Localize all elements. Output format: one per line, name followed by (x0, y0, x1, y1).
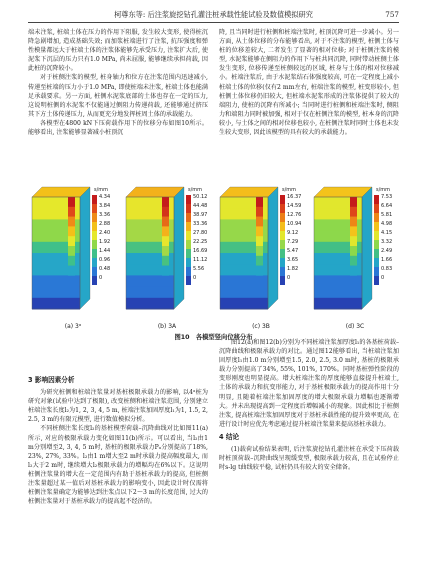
legend-swatch (280, 276, 285, 285)
legend-value: 0 (99, 275, 103, 281)
legend-swatch (92, 231, 97, 240)
legend-swatch (186, 276, 191, 285)
paragraph: 对于桩侧注浆的模型, 桩身轴力和位方在注浆范围内迅速减小, 传递至桩端的压力小于1.0 MPa, 即使桩端未注浆, 桩端土体也能满足承载要求。另一方面, 桩侧水泥浆底部的土体也存在一定的压力, 这说明桩侧的水泥浆不仅能通过侧阻力传递荷载, 还能够通过挤压其下方土体传递压力, 从而更充分地发挥桩周土体的承载能力。 (28, 74, 208, 118)
legend-unit: s/mm (188, 187, 203, 193)
pile-segment (162, 217, 169, 227)
soil-band (220, 287, 268, 299)
legend-value: 22.25 (193, 239, 208, 245)
pile-segment (68, 217, 75, 227)
paragraph: (1)载荷试验结果表明, 后注浆旋挖钻孔灌注桩在承受下压荷载时桩顶荷载–沉降曲线呈现缓变型, 极限承载力较高, 且在试验停止时s-lg t曲线较平稳, 试桩仍具有较大的安全储备。 (219, 446, 399, 472)
legend-swatch (186, 267, 191, 276)
pile-segment (162, 256, 169, 266)
legend-swatch (186, 213, 191, 222)
legend-value: 0.96 (99, 257, 111, 263)
pile-segment (256, 266, 263, 276)
pile-segment (350, 207, 357, 217)
legend-value: 1.66 (381, 257, 393, 263)
legend-value: 6.64 (381, 203, 393, 209)
legend-value: 38.97 (193, 212, 208, 218)
pile-segment (350, 197, 357, 207)
legend-swatch (186, 195, 191, 204)
soil-band (314, 298, 362, 310)
pile (350, 197, 357, 276)
legend-value: 1.92 (99, 239, 111, 245)
soil-band (314, 275, 362, 287)
color-legend (374, 187, 392, 285)
legend-value: 5.56 (193, 266, 205, 272)
paragraph: 端未注浆, 桩端土体在压力的作用下阻服, 发生较大变形, 使得桩沉降急剧增加, 造成基础失效; 而加浆桩端进行了注浆, 抗压强度和弹性模量都远大于桩端土体的注浆体能够先承受压力, 注浆扩大后, 使泥浆下沉层的压力只有1.0 MPa, 尚未屈服, 能够继续承担荷载, 因此桩的沉降较小。 (28, 29, 208, 73)
legend-value: 7.53 (381, 194, 393, 200)
panel-label: (c) 3B (252, 323, 270, 330)
legend-value: 4.15 (381, 230, 393, 236)
legend-swatch (186, 249, 191, 258)
color-legend (280, 187, 301, 285)
paragraph: 图12(a)和图12(b)分别为不同桩端注浆加厚度l₁的各基桩荷载–沉降曲线和极限承载力的对比。通过图12能够看出, 当桩端注浆加固厚度l₁由1.0 m分别增至1.5, 2.0, 2.5, 3.0 m时, 基桩的极限承载力分别提高了34%, 55%, 101%, 170%。同时基桩弹性阶段的变形刚度也明显提高。增大桩端注浆的厚度能够直接提升桩端土, 土体的承载力和抗变形能力, 对于基桩极限承载力的提高作用十分明显, 且随着桩端注浆加固厚度的增大极限承载力增幅也逐渐增大。并未出现提高到一定程度后增幅减小的现象。因此相比于桩侧注浆, 提高桩端注浆加固厚度对于基桩承载性能的提升效率更高, 在进行设计时应优先考虑通过提升桩端注浆量来提高基桩承载力。 (219, 339, 399, 428)
legend-value: 11.12 (193, 257, 208, 263)
legend-value: 1.44 (99, 248, 111, 254)
legend-swatch (92, 204, 97, 213)
pile-segment (350, 236, 357, 246)
pile-segment (68, 246, 75, 256)
legend-swatch (186, 204, 191, 213)
legend-value: 5.81 (381, 212, 393, 218)
pile-segment (350, 246, 357, 256)
side-face (268, 187, 278, 309)
panel-label: (a) 3ᵃ (64, 323, 82, 330)
soil-band (314, 287, 362, 299)
legend-value: 0.48 (99, 266, 111, 272)
legend-unit: s/mm (282, 187, 297, 193)
legend-value: 2.49 (381, 248, 393, 254)
legend-swatch (92, 267, 97, 276)
legend-swatch (280, 195, 285, 204)
soil-block (32, 187, 90, 310)
pile-segment (256, 256, 263, 266)
legend-swatch (280, 222, 285, 231)
legend-swatch (374, 267, 379, 276)
pile-segment (162, 246, 169, 256)
legend-swatch (374, 204, 379, 213)
legend-swatch (374, 258, 379, 267)
pile (68, 197, 75, 276)
pile (162, 197, 169, 276)
figure-panel-a (28, 181, 118, 319)
legend-swatch (374, 249, 379, 258)
legend-swatch (92, 195, 97, 204)
section-heading: 3 影响因素分析 (28, 376, 75, 384)
paragraph: 降, 且当同时进行桩侧和桩端注浆时, 桩顶沉降可进一步减小。另一方面, 从土体位移的分布能够看出, 对于不注浆的模型, 桩侧土体与桩的位移差较大, 二者发生了显著的相对位移; 对于桩侧注浆的模型, 水泥浆能够在侧阻力的作用下与桩共同沉降, 同时带动桩侧土体发生变形, 位移传递至桩侧较远的区域, 桩身与土体的相对位移减小。桩端注浆后, 由于水泥浆结石体强度较高, 可在一定程度上减小桩端土体的位移(仅有2 mm左右, 桩端注浆的模型, 桩变形较小, 但桩侧土体位移仍旧较大, 但桩端水泥浆形成的注浆体提供了较大的端阻力, 使桩的沉降有所减小; 当同时进行桩侧和桩端注浆时, 侧阻力和端阻力同时被加强, 相对于仅在桩侧注浆的模型, 桩本身的沉降较小, 与土体之间的相对位移也较小, 在桩侧注浆时同时土体也未发生较大变形, 因此该模型的具有较大的承载能力。 (219, 29, 399, 137)
legend-unit: s/mm (376, 187, 391, 193)
legend-value: 7.29 (287, 239, 299, 245)
pile-segment (162, 207, 169, 217)
pile-segment (68, 197, 75, 207)
legend-value: 2.88 (99, 221, 111, 227)
contour-plot (122, 181, 212, 319)
pile-segment (162, 226, 169, 236)
pile-segment (350, 226, 357, 236)
legend-value: 3.84 (99, 203, 111, 209)
contour-plot (28, 181, 118, 319)
legend-swatch (186, 231, 191, 240)
legend-swatch (186, 258, 191, 267)
legend-swatch (374, 195, 379, 204)
legend-value: 44.48 (193, 203, 208, 209)
legend-value: 2.40 (99, 230, 111, 236)
legend-swatch (92, 240, 97, 249)
page-number: 757 (385, 10, 399, 19)
pile (256, 197, 263, 276)
pile-segment (350, 256, 357, 266)
legend-value: 0 (287, 275, 291, 281)
side-face (80, 187, 90, 309)
legend-swatch (280, 249, 285, 258)
legend-value: 0 (381, 275, 385, 281)
legend-value: 9.12 (287, 230, 299, 236)
legend-value: 14.59 (287, 203, 302, 209)
legend-swatch (374, 231, 379, 240)
legend-swatch (280, 258, 285, 267)
section-heading: 4 结论 (219, 432, 240, 441)
paragraph: 各模型在4800 kN下压荷载作用下的位移分布如图10所示。能够看出, 注浆能够显著减小桩顶沉 (28, 119, 208, 137)
legend-value: 50.12 (193, 194, 208, 200)
legend-swatch (92, 276, 97, 285)
legend-value: 3.65 (287, 257, 299, 263)
legend-swatch (374, 222, 379, 231)
soil-band (126, 275, 174, 287)
soil-band (32, 298, 80, 310)
legend-swatch (280, 204, 285, 213)
soil-band (126, 287, 174, 299)
side-face (174, 187, 184, 309)
figure-caption: 图10 各模型竖向位移分布 (174, 334, 253, 341)
legend-swatch (186, 222, 191, 231)
pile-segment (68, 256, 75, 266)
legend-value: 16.37 (287, 194, 302, 200)
figure-10 (28, 181, 399, 341)
figure-panel-b (122, 181, 212, 319)
color-legend (186, 187, 207, 285)
legend-value: 1.82 (287, 266, 299, 272)
right-column-top (219, 28, 399, 137)
pile-segment (68, 236, 75, 246)
legend-value: 3.36 (99, 212, 111, 218)
running-header-title: 柯尊东等: 后注浆旋挖钻孔灌注桩承载性能试验及数值模拟研究 (114, 10, 313, 19)
legend-swatch (92, 258, 97, 267)
legend-swatch (374, 276, 379, 285)
legend-value: 33.36 (193, 221, 208, 227)
pile-segment (68, 226, 75, 236)
legend-value: 27.80 (193, 230, 208, 236)
legend-swatch (92, 222, 97, 231)
soil-band (220, 298, 268, 310)
paragraph: 不同桩侧注浆长度l₂的基桩模型荷载–沉降曲线对比如图11(a)所示, 对应的极限承载力变化如图11(b)所示。可以看出, 当l₂由1 m分别增至2, 3, 4, 5 m时, 基桩的极限承载力Pᵤ分别提高了18%, 23%, 27%, 33%。l₂由1 m增大至2 m时承载力提高幅度最大, 而l₂大于2 m时, 继续增大l₂极限承载力的增幅均在6%以下。这说明桩侧注浆量的增大在一定范围内有助于基桩承载力的提高, 但桩侧注浆量超过某一值后对基桩承载力的影响变小, 因此设计时仅需将桩侧注浆量确定为能够达到注浆点以下2～3 m的长度范围, 过大的桩侧注浆量对于基桩承载力的提高起不经济的。 (28, 425, 208, 506)
soil-block (126, 187, 184, 310)
panel-label: (d) 3C (345, 323, 365, 330)
contour-plot (216, 181, 306, 319)
left-column-bottom (28, 372, 208, 506)
legend-unit: s/mm (94, 187, 109, 193)
paragraph: 为研究桩侧和桩端注浆量对基桩极限承载力的影响, 以4ᵃ桩为研究对象(试验中达到了极限), 改变桩侧和桩端注浆范围, 分别建立桩端注浆长度l₂为1, 2, 3, 4, 5 m, 桩端注浆加固厚度l₁为1, 1.5, 2, 2.5, 3 m的有限元模型, 进行数值模拟分析。 (28, 389, 208, 424)
soil-block (314, 187, 372, 310)
right-column-bottom (219, 338, 399, 472)
soil-block (220, 187, 278, 310)
pile-segment (350, 217, 357, 227)
pile-segment (68, 207, 75, 217)
pile-segment (162, 266, 169, 276)
soil-band (220, 275, 268, 287)
pile-segment (350, 266, 357, 276)
legend-value: 0.83 (381, 266, 393, 272)
pile-segment (256, 226, 263, 236)
legend-swatch (92, 213, 97, 222)
panel-label: (b) 3A (157, 323, 177, 330)
figure-panel-d (310, 181, 400, 319)
legend-swatch (374, 213, 379, 222)
running-header (28, 8, 399, 23)
legend-swatch (186, 240, 191, 249)
soil-band (32, 275, 80, 287)
legend-swatch (280, 267, 285, 276)
legend-value: 0 (193, 275, 197, 281)
color-legend (92, 187, 110, 285)
pile-segment (256, 236, 263, 246)
pile-segment (162, 236, 169, 246)
legend-value: 3.32 (381, 239, 393, 245)
legend-value: 16.69 (193, 248, 208, 254)
figure-panel-c (216, 181, 306, 319)
legend-swatch (374, 240, 379, 249)
legend-value: 10.94 (287, 221, 302, 227)
legend-swatch (280, 240, 285, 249)
pile-segment (256, 246, 263, 256)
pile-segment (256, 217, 263, 227)
pile-segment (256, 197, 263, 207)
soil-band (126, 298, 174, 310)
legend-swatch (92, 249, 97, 258)
pile-segment (68, 266, 75, 276)
legend-value: 12.76 (287, 212, 302, 218)
side-face (362, 187, 372, 309)
legend-value: 4.98 (381, 221, 393, 227)
pile-segment (162, 197, 169, 207)
contour-plot (310, 181, 400, 319)
left-column-top (28, 28, 208, 137)
legend-swatch (280, 231, 285, 240)
legend-value: 4.34 (99, 194, 111, 200)
pile-segment (256, 207, 263, 217)
legend-swatch (280, 213, 285, 222)
soil-band (32, 287, 80, 299)
legend-value: 5.47 (287, 248, 299, 254)
